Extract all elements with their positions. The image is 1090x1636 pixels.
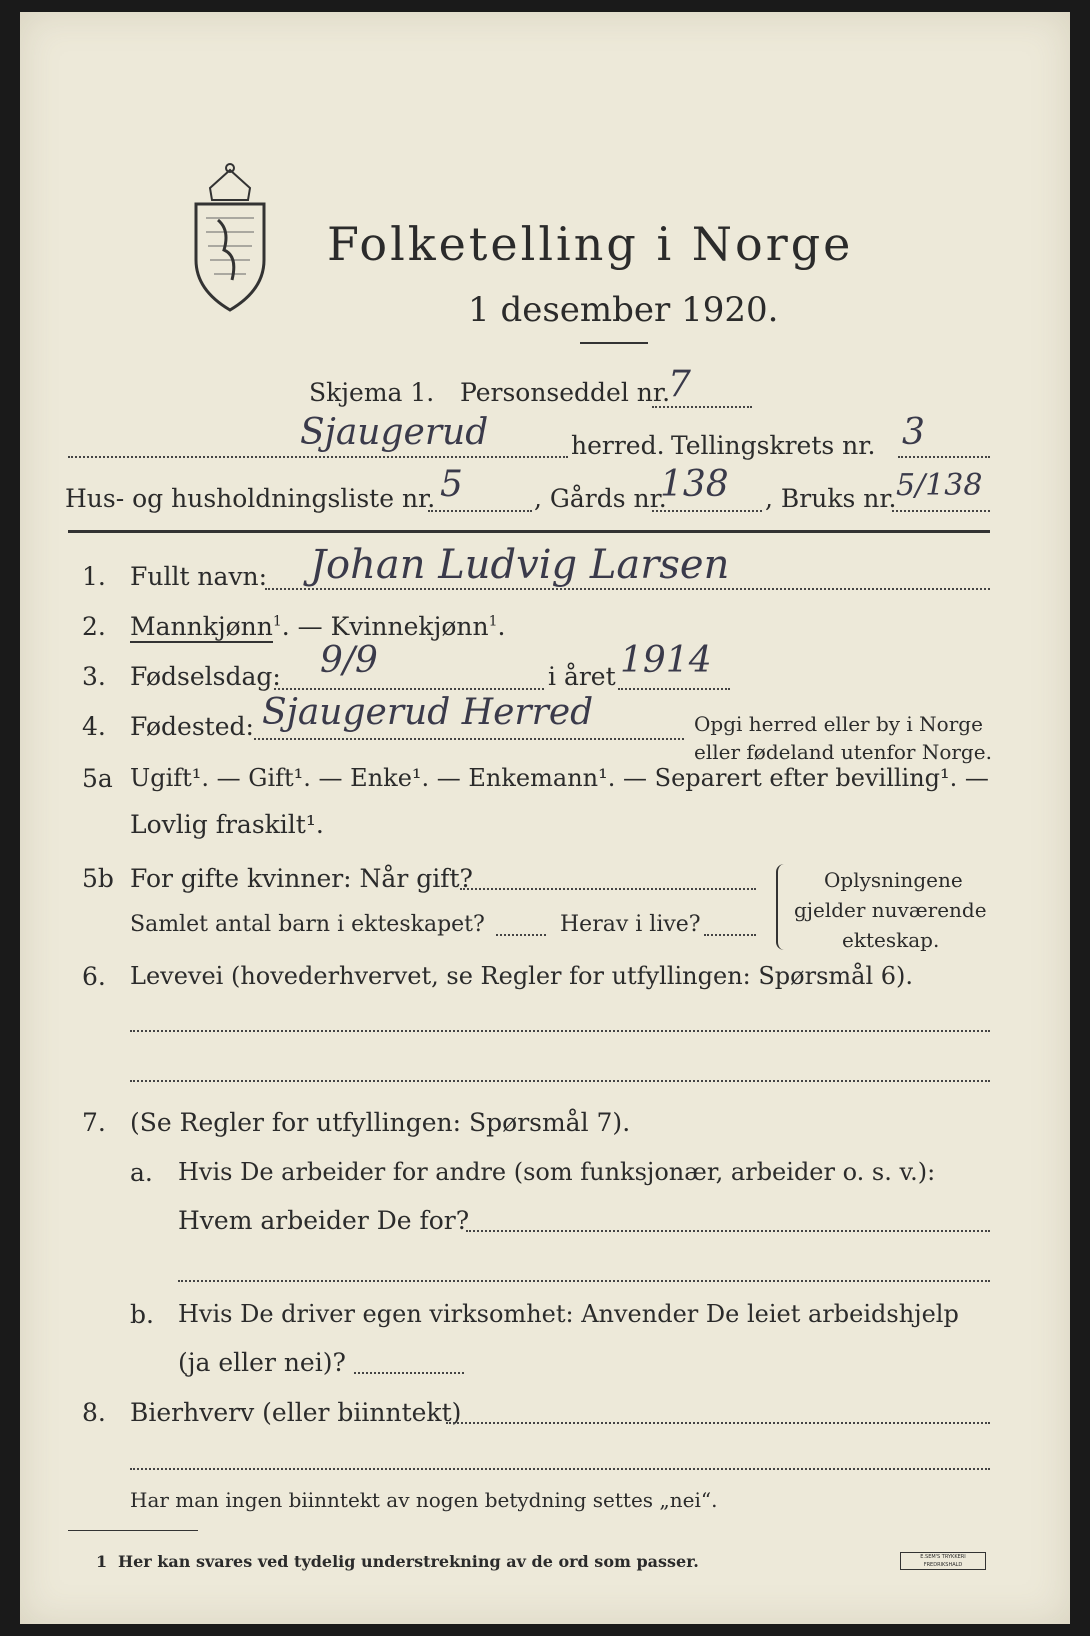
q8-label: Bierhverv (eller biinntekt) [130, 1398, 462, 1427]
q5b-barn-line [496, 934, 546, 936]
q7a-line-2: Hvem arbeider De for? [178, 1206, 470, 1235]
herred-value: Sjaugerud [300, 412, 489, 453]
personseddel-line [652, 406, 752, 408]
q8-number: 8. [82, 1398, 106, 1427]
tellingskrets-value: 3 [902, 412, 925, 453]
q5b-note-1: Oplysningene [824, 868, 963, 892]
q7a-number: a. [130, 1158, 153, 1187]
header-rule [68, 530, 990, 533]
personseddel-label: Personseddel nr. [460, 378, 671, 407]
q5b-nar-gift-line [460, 888, 756, 890]
q5a-options: Ugift¹. — Gift¹. — Enke¹. — Enkemann¹. — Separert efter bevilling¹. — [130, 764, 989, 792]
q4-number: 4. [82, 712, 106, 741]
q7-number: 7. [82, 1108, 106, 1137]
form-date: 1 desember 1920. [468, 290, 779, 330]
bruks-value: 5/138 [896, 468, 983, 503]
printer-stamp: E.SEM'S TRYKKERI FREDRIKSHALD [900, 1552, 986, 1570]
q3-year-label: i året [548, 662, 616, 691]
q6-line-2 [130, 1080, 990, 1082]
q5b-note-2: gjelder nuværende [794, 898, 987, 922]
q5b-number: 5b [82, 864, 114, 893]
tellingskrets-label: Tellingskrets nr. [671, 431, 876, 460]
q5a-fraskilt: Lovlig fraskilt¹. [130, 810, 324, 839]
q4-label: Fødested: [130, 712, 254, 741]
bruks-line [892, 510, 990, 512]
tellingskrets-line [898, 456, 990, 458]
q3-year-value: 1914 [620, 640, 712, 681]
q4-line [254, 738, 684, 740]
q7b-answer-line [354, 1372, 464, 1374]
q7b-line-1: Hvis De driver egen virksomhet: Anvender De leiet arbeidshjelp [178, 1300, 959, 1328]
q5b-line-1: For gifte kvinner: Når gift? [130, 864, 473, 893]
q3-value: 9/9 [320, 640, 378, 681]
q7b-number: b. [130, 1300, 154, 1329]
q2-label: Mannkjønn$^1$. — Kvinnekjønn$^1$. [130, 612, 506, 641]
gards-label: , Gårds nr. [534, 484, 667, 513]
personseddel-value: 7 [668, 364, 691, 405]
q7-label: (Se Regler for utfyllingen: Spørsmål 7). [130, 1108, 631, 1137]
q5b-live-line [704, 934, 756, 936]
form-title: Folketelling i Norge [327, 217, 854, 271]
q7b-line-2: (ja eller nei)? [178, 1348, 346, 1377]
q1-number: 1. [82, 562, 106, 591]
q8-line-1 [446, 1422, 990, 1424]
skjema-label: Skjema 1. [309, 378, 435, 407]
q6-label: Levevei (hovederhvervet, se Regler for utfyllingen: Spørsmål 6). [130, 962, 914, 990]
bruks-label: , Bruks nr. [765, 484, 897, 513]
q4-note-2: eller fødeland utenfor Norge. [694, 740, 992, 764]
hus-line [428, 510, 532, 512]
q7a-answer-line-2 [178, 1280, 990, 1282]
q2-number: 2. [82, 612, 106, 641]
footer-note: Har man ingen biinntekt av nogen betydning settes „nei“. [130, 1488, 718, 1512]
herred-label: herred. [571, 431, 665, 460]
q3-day-line [274, 688, 544, 690]
q6-number: 6. [82, 962, 106, 991]
q5a-number: 5a [82, 764, 113, 793]
footnote-text: Her kan svares ved tydelig understrekning av de ord som passer. [118, 1552, 699, 1571]
census-form-page [20, 12, 1070, 1624]
q5b-line-2a: Samlet antal barn i ekteskapet? [130, 912, 485, 937]
q3-label: Fødselsdag: [130, 662, 281, 691]
herred-line [68, 456, 568, 458]
q7a-answer-line-1 [466, 1230, 990, 1232]
q3-year-line [618, 688, 730, 690]
q3-number: 3. [82, 662, 106, 691]
q1-label: Fullt navn: [130, 562, 268, 591]
q4-note-1: Opgi herred eller by i Norge [694, 712, 983, 736]
coat-of-arms-icon [188, 160, 272, 312]
q7a-line-1: Hvis De arbeider for andre (som funksjonær, arbeider o. s. v.): [178, 1158, 936, 1186]
hus-value: 5 [440, 464, 463, 505]
q6-line-1 [130, 1030, 990, 1032]
q2-mannkjonn: Mannkjønn [130, 612, 273, 641]
q5b-line-2b: Herav i live? [560, 912, 701, 937]
q5b-note-3: ekteskap. [842, 928, 940, 952]
title-divider [580, 342, 648, 344]
gards-value: 138 [660, 464, 729, 505]
q4-value: Sjaugerud Herred [262, 692, 594, 733]
q8-line-2 [130, 1468, 990, 1470]
gards-line [652, 510, 762, 512]
hus-label: Hus- og husholdningsliste nr. [65, 484, 436, 513]
footnote-mark: 1 [96, 1552, 108, 1571]
footnote-rule [68, 1530, 198, 1531]
q5b-brace [776, 864, 786, 950]
q1-line [265, 588, 990, 590]
q1-value: Johan Ludvig Larsen [310, 542, 730, 588]
